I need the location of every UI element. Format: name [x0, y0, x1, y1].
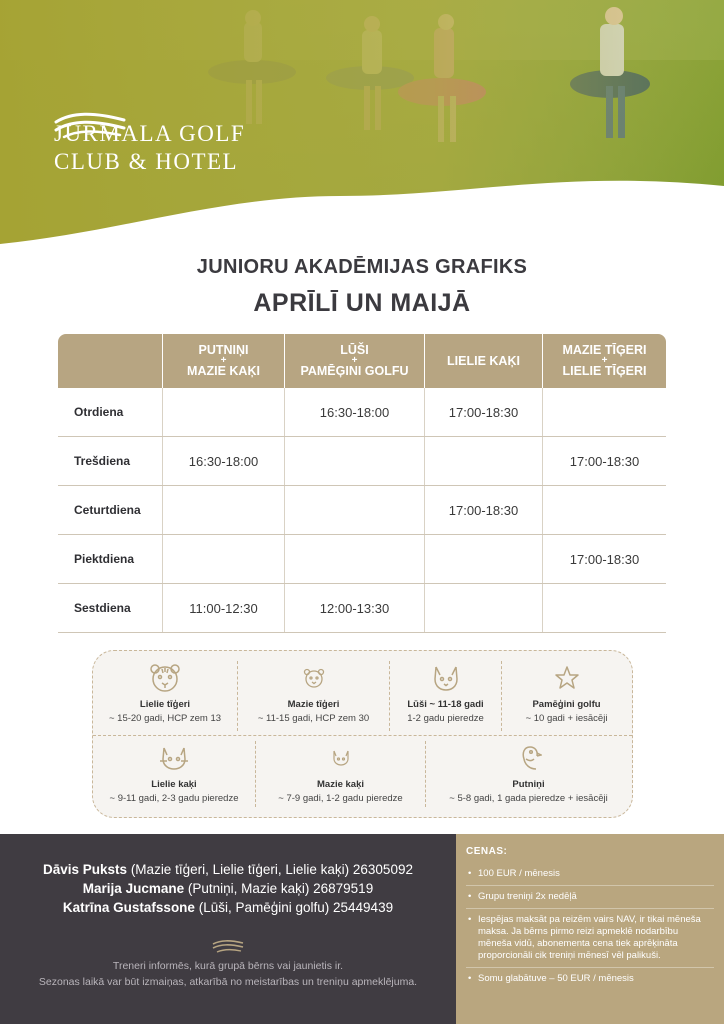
footer-notes: [0, 958, 456, 990]
contacts-panel: [0, 834, 456, 1024]
coach-name: Marija Jucmane: [82, 881, 185, 896]
cat-icon: [159, 744, 189, 772]
time-cell: [424, 535, 542, 583]
time-cell: 17:00-18:30: [542, 437, 666, 485]
day-label: Trešdiena: [74, 454, 131, 468]
coach-name: Katrīna Gustafssone: [62, 900, 195, 915]
header-plus: +: [351, 355, 358, 366]
legend-item-pameginigolfu: [501, 661, 631, 731]
coach-groups-phone: (Putniņi, Mazie kaķi) 26879519: [184, 881, 374, 896]
legend-name: Pamēģini golfu: [532, 699, 601, 710]
price-item: • Grupu treniņi 2x nedēļā: [466, 886, 714, 909]
small-tiger-icon: [302, 667, 326, 689]
legend-item-lusi: [389, 661, 501, 731]
header-group-3: [424, 334, 542, 388]
brand: [54, 112, 245, 176]
time-cell: [162, 388, 284, 436]
table-row: [58, 584, 666, 633]
legend-item-putnini: [425, 741, 631, 807]
time-cell: [424, 584, 542, 632]
footer-wave-logo-icon: [212, 940, 244, 954]
brand-name-line1: JURMALA GOLF: [54, 121, 246, 146]
legend-desc: ~ 9-11 gadi, 2-3 gadu pieredze: [109, 793, 239, 804]
legend-desc: ~ 10 gadi + iesācēji: [525, 713, 608, 724]
header-bottom: LIELIE TĪĢERI: [562, 364, 647, 378]
header-top: PUTNIŅI: [198, 343, 249, 357]
legend-item-lielie-kaki: [93, 741, 255, 807]
legend-desc: 1-2 gadu pieredze: [407, 713, 484, 724]
time-cell: 11:00-12:30: [162, 584, 284, 632]
table-row: [58, 535, 666, 584]
table-row: [58, 437, 666, 486]
time-cell: [424, 437, 542, 485]
header-bottom: PAMĒĢINI GOLFU: [300, 364, 409, 378]
time-cell: 17:00-18:30: [424, 486, 542, 534]
time-cell: [162, 486, 284, 534]
time-cell: 16:30-18:00: [162, 437, 284, 485]
legend-name: Lūši ~ 11-18 gadi: [407, 699, 484, 710]
header-group-4: [542, 334, 666, 388]
price-item: • Iespējas maksāt pa reizēm vairs NAV, ir tikai mēneša maksa. Ja bērns pirmo reizi apmeklē nodarbību mēneša vidū, abonementa cena tiek aprēķināta proporcionāli cik treniņi mēnesī vēl palikuši.: [466, 909, 714, 968]
price-item: • Somu glabātuve – 50 EUR / mēnesis: [466, 968, 714, 990]
legend-desc: ~ 5-8 gadi, 1 gada pieredze + iesācēji: [449, 793, 608, 804]
time-cell: [162, 535, 284, 583]
brand-wave-logo-icon: [54, 112, 126, 142]
schedule-table: [58, 334, 666, 633]
legend-name: Lielie tīģeri: [139, 699, 191, 710]
legend-name: Putniņi: [512, 779, 545, 790]
header-top: LIELIE KAĶI: [447, 353, 520, 368]
legend-divider: [93, 735, 632, 736]
legend-item-mazie-tigeri: [237, 661, 389, 731]
time-cell: [542, 584, 666, 632]
header-bottom: MAZIE KAĶI: [187, 364, 260, 378]
legend-item-lielie-tigeri: [93, 661, 237, 731]
header-group-1: [162, 334, 284, 388]
coach-contact: [0, 898, 456, 917]
prices-panel: [456, 834, 724, 1024]
time-cell: [542, 388, 666, 436]
table-row: [58, 388, 666, 437]
prices-title: CENAS:: [466, 846, 508, 857]
coach-contacts: [0, 860, 456, 917]
day-label: Ceturtdiena: [74, 503, 141, 517]
note-line-2: Sezonas laikā var būt izmaiņas, atkarībā no meistarības un treniņu apmeklējuma.: [38, 976, 418, 988]
bird-icon: [516, 743, 542, 773]
header-top: MAZIE TĪĢERI: [562, 343, 647, 357]
header-group-2: [284, 334, 424, 388]
time-cell: [284, 486, 424, 534]
time-cell: [284, 535, 424, 583]
day-label: Otrdiena: [74, 405, 124, 419]
legend-name: Mazie tīģeri: [287, 699, 340, 710]
legend-desc: ~ 15-20 gadi, HCP zem 13: [108, 713, 222, 724]
star-icon: [553, 664, 581, 692]
hero-banner: [0, 0, 724, 260]
kitten-icon: [331, 749, 351, 767]
header-plus: +: [601, 355, 608, 366]
tiger-icon: [148, 662, 182, 694]
header-plus: +: [220, 355, 227, 366]
legend-desc: ~ 11-15 gadi, HCP zem 30: [257, 713, 370, 724]
page-subtitle: JUNIORU AKADĒMIJAS GRAFIKS: [196, 256, 528, 278]
group-legend: [92, 650, 633, 818]
coach-contact: [0, 860, 456, 879]
price-item: • 100 EUR / mēnesis: [466, 863, 714, 886]
header-top: LŪŠI: [340, 343, 369, 357]
table-row: [58, 486, 666, 535]
legend-item-mazie-kaki: [255, 741, 425, 807]
legend-row-1: [93, 661, 632, 731]
time-cell: 17:00-18:30: [542, 535, 666, 583]
day-label: Piektdiena: [74, 552, 135, 566]
time-cell: [542, 486, 666, 534]
time-cell: 12:00-13:30: [284, 584, 424, 632]
table-header: [58, 334, 666, 388]
day-label: Sestdiena: [74, 601, 131, 615]
lynx-icon: [431, 663, 461, 693]
time-cell: 16:30-18:00: [284, 388, 424, 436]
price-list: [466, 863, 714, 990]
note-line-1: Treneri informēs, kurā grupā bērns vai jaunietis ir.: [112, 960, 344, 972]
header-empty: [58, 334, 162, 388]
coach-groups-phone: (Lūši, Pamēģini golfu) 25449439: [194, 900, 394, 915]
coach-contact: [0, 879, 456, 898]
legend-desc: ~ 7-9 gadi, 1-2 gadu pieredze: [278, 793, 403, 804]
legend-name: Mazie kaķi: [317, 779, 364, 790]
coach-name: Dāvis Puksts: [43, 862, 128, 877]
legend-name: Lielie kaķi: [151, 779, 197, 790]
time-cell: [284, 437, 424, 485]
brand-name-line2: CLUB & HOTEL: [54, 149, 239, 174]
legend-row-2: [93, 741, 632, 807]
coach-groups-phone: (Mazie tīģeri, Lielie tīģeri, Lielie kaķi) 26305092: [127, 862, 413, 877]
page-title: APRĪLĪ UN MAIJĀ: [253, 289, 471, 317]
time-cell: 17:00-18:30: [424, 388, 542, 436]
